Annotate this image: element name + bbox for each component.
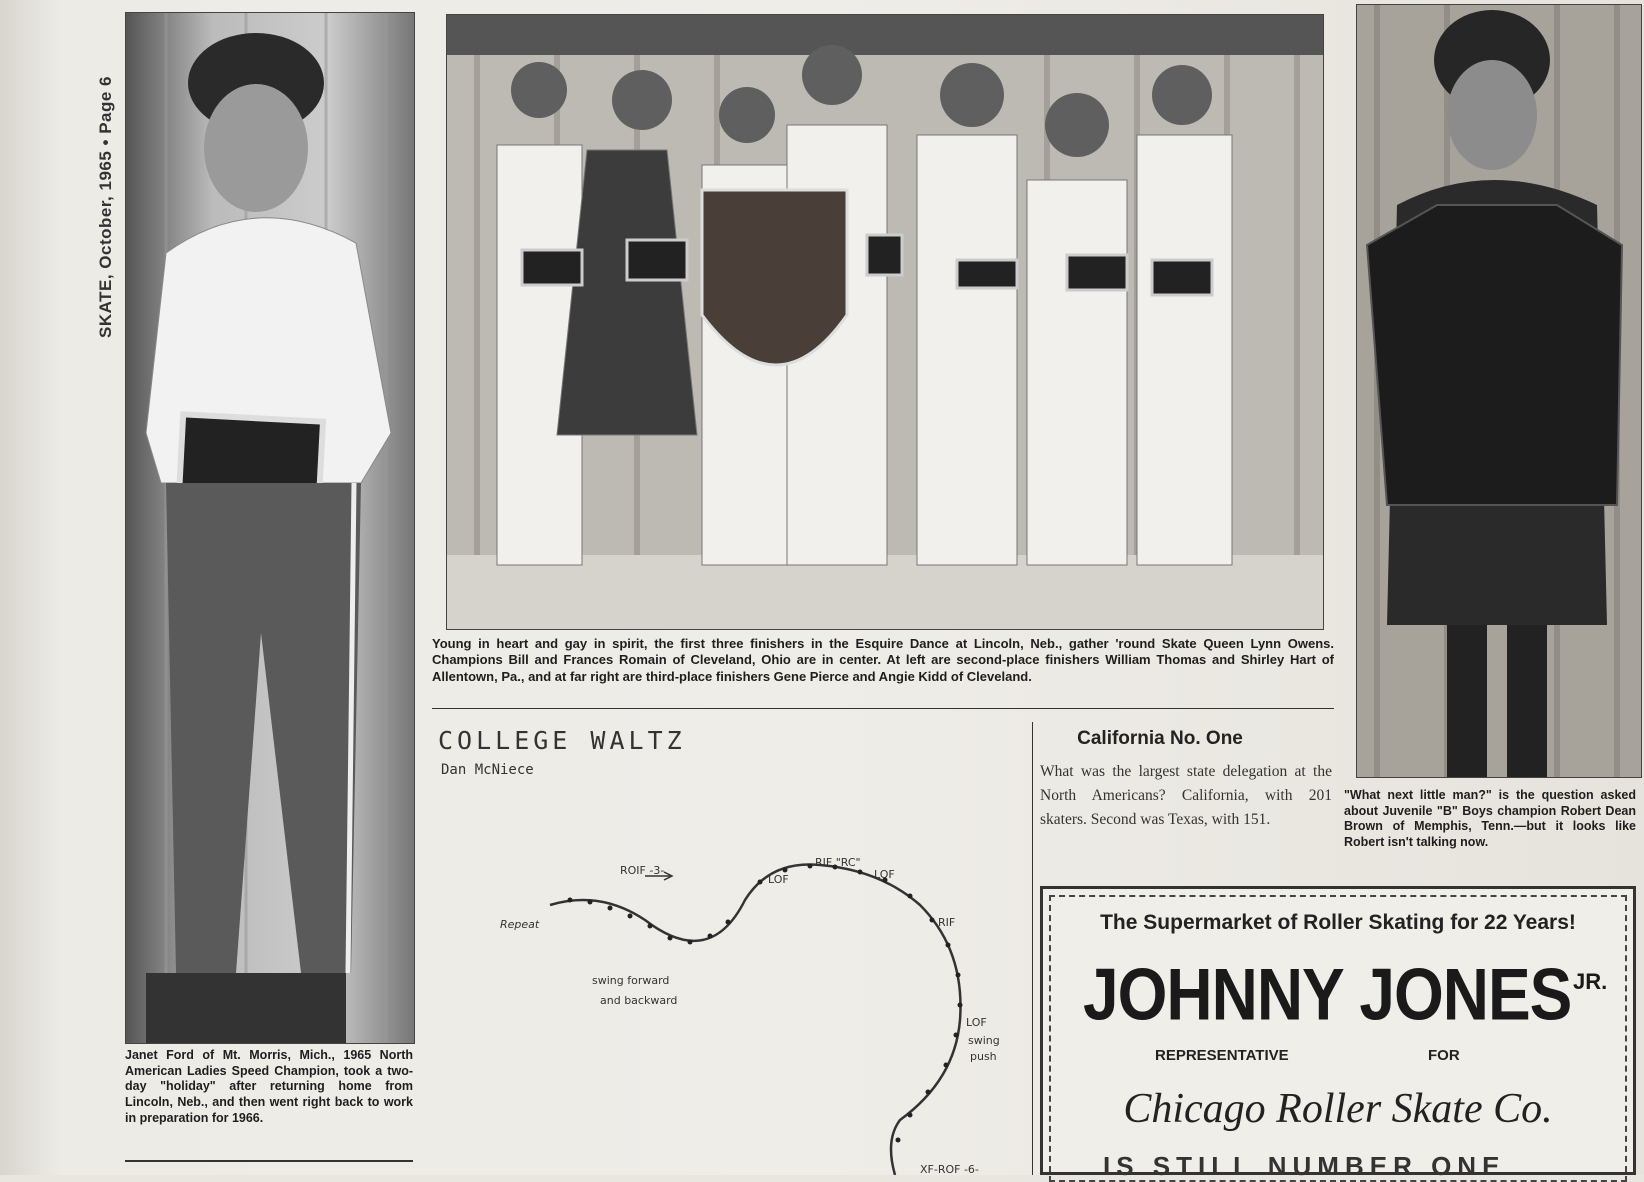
photo-robert-dean-brown: [1356, 4, 1642, 778]
ad-for: FOR: [1428, 1047, 1460, 1064]
waltz-label-lof-2: LOF: [874, 868, 895, 881]
photo-esquire-dance-group: [446, 14, 1324, 630]
ad-company: Chicago Roller Skate Co.: [1123, 1086, 1553, 1132]
ad-representative: REPRESENTATIVE: [1155, 1047, 1289, 1064]
ad-bottom-line: IS STILL NUMBER ONE: [1103, 1151, 1506, 1181]
robert-dean-brown-caption: "What next little man?" is the question asked about Juvenile "B" Boys champion Robert Dean Brown of Memphis, Tenn.—but it looks like Robert isn't talking now.: [1344, 788, 1636, 849]
waltz-label-rif-rc: RIF "RC": [815, 856, 861, 869]
waltz-label-lof-1: LOF: [768, 873, 789, 886]
page-folio: [96, 8, 128, 338]
waltz-label-swing-push-2: push: [970, 1050, 997, 1063]
waltz-label-swing-push-1: swing: [968, 1034, 1000, 1047]
waltz-label-swing: swing forward: [592, 974, 670, 987]
college-waltz-author: Dan McNiece: [441, 762, 534, 778]
janet-ford-caption: Janet Ford of Mt. Morris, Mich., 1965 North American Ladies Speed Champion, took a two-day "holiday" after returning home from Lincoln, Neb., and then went right back to work in preparation for 1966.: [125, 1048, 413, 1125]
ad-border: [1049, 895, 1627, 1182]
waltz-label-rif: RIF: [938, 916, 956, 929]
left-column-rule: [125, 1160, 413, 1162]
waltz-label-swing-2: and backward: [600, 994, 678, 1007]
johnny-jones-ad: [1040, 886, 1636, 1181]
california-body: What was the largest state delegation at the North Americans? California, with 201 skaters. Second was Texas, with 151.: [1040, 763, 1332, 828]
center-caption-rule: [432, 708, 1334, 709]
ad-suffix: JR.: [1573, 969, 1608, 994]
column-divider: [1032, 722, 1033, 1175]
waltz-label-roif: ROIF -3-: [620, 864, 665, 877]
photo-janet-ford: [125, 12, 415, 1044]
ad-name: JOHNNY JONES: [1083, 952, 1572, 1036]
ad-tagline: The Supermarket of Roller Skating for 22 Years!: [1100, 911, 1576, 934]
esquire-dance-caption: Young in heart and gay in spirit, the first three finishers in the Esquire Dance at Lincoln, Neb., gather 'round Skate Queen Lynn Owens. Champions Bill and Frances Romain of Cleveland, Ohio are in center. At left are second-place finishers William Thomas and Shirley Hart of Allentown, Pa., and at far right are third-place finishers Gene Pierce and Angie Kidd of Cleveland.: [432, 636, 1334, 684]
waltz-label-lof-3: LOF: [966, 1016, 987, 1029]
waltz-label-repeat: Repeat: [500, 918, 540, 931]
college-waltz-title: COLLEGE WALTZ: [438, 726, 686, 755]
california-heading: California No. One: [1077, 728, 1243, 749]
waltz-label-bottom: XF-ROF -6-: [920, 1163, 979, 1176]
folio-text: SKATE, October, 1965 • Page 6: [96, 75, 115, 338]
college-waltz-diagram: [470, 830, 1030, 1175]
